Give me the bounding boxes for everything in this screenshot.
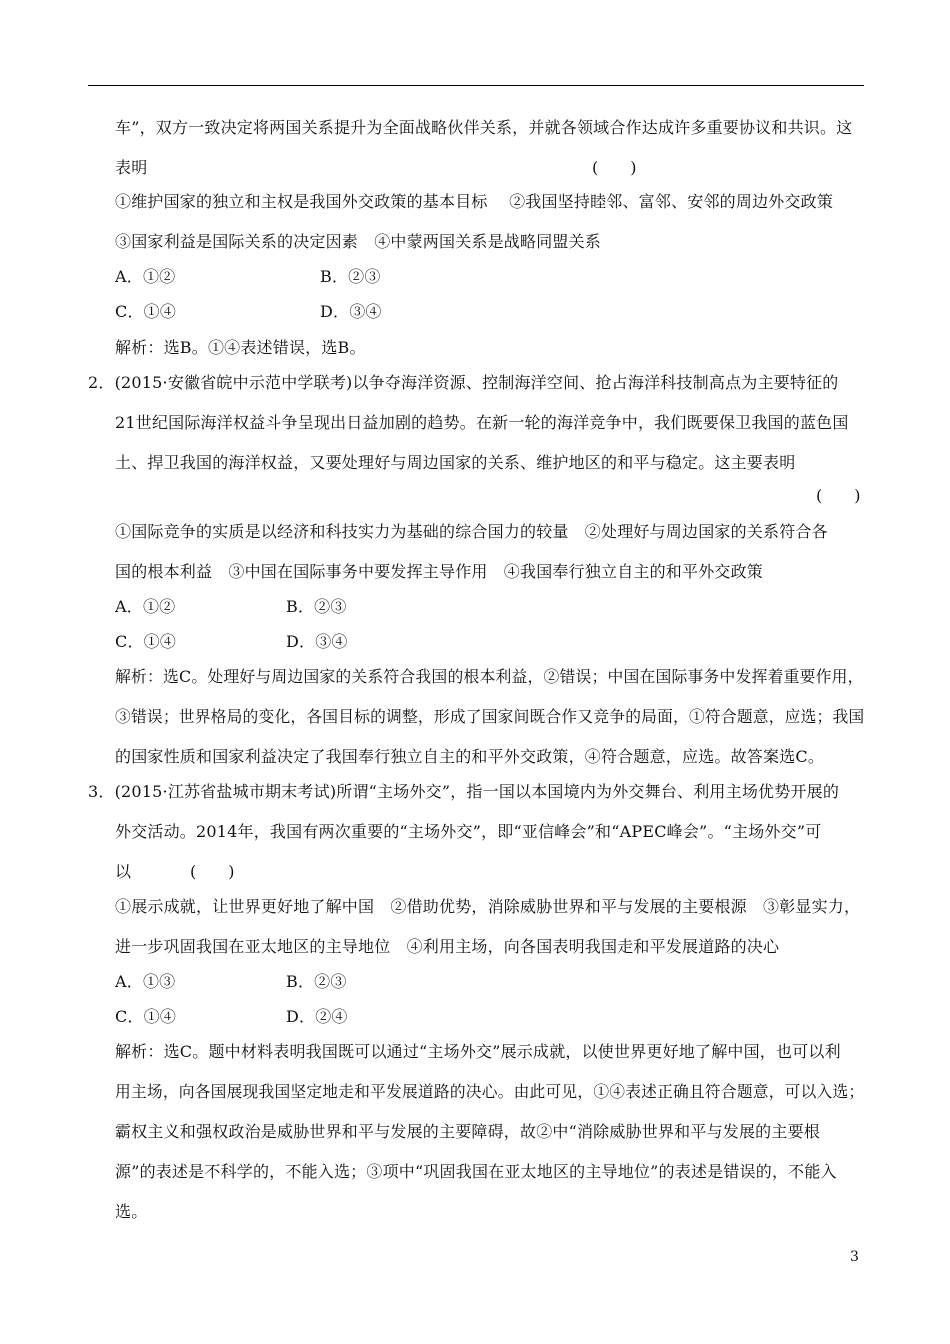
q2-option-c: C．①④ xyxy=(115,632,177,651)
q3-answer-bracket: ( ) xyxy=(190,862,235,881)
q2-option-d: D．③④ xyxy=(286,632,348,651)
q3-analysis-line-2: 用主场，向各国展现我国坚定地走和平发展道路的决心。由此可见，①④表述正确且符合题意，可以入选； xyxy=(115,1082,865,1101)
header-rule xyxy=(88,85,864,86)
q3-stem-line-2: 外交活动。2014年，我国有两次重要的“主场外交”，即“亚信峰会”和“APEC峰会”。“主场外交”可 xyxy=(115,822,822,841)
q2-option-b: B．②③ xyxy=(286,597,347,616)
q2-answer-bracket: ( ) xyxy=(816,486,861,505)
q3-analysis-line-4: 源”的表述是不科学的，不能入选；③项中“巩固我国在亚太地区的主导地位”的表述是错误的，不能入 xyxy=(115,1162,837,1181)
q1-option-a: A．①② xyxy=(115,267,176,286)
q1-option-b: B．②③ xyxy=(320,267,381,286)
q3-stem-line-1: 3．(2015·江苏省盐城市期末考试)所谓“主场外交”，指一国以本国境内为外交舞台、利用主场优势开展的 xyxy=(88,782,840,801)
q3-analysis-line-3: 霸权主义和强权政治是威胁世界和平与发展的主要障碍，故②中“消除威胁世界和平与发展的主要根 xyxy=(115,1122,820,1141)
q3-statement-2: 进一步巩固我国在亚太地区的主导地位 ④利用主场，向各国表明我国走和平发展道路的决心 xyxy=(115,937,780,956)
q1-option-c: C．①④ xyxy=(115,302,177,321)
q1-statement-2: ③国家利益是国际关系的决定因素 ④中蒙两国关系是战略同盟关系 xyxy=(115,232,602,251)
q1-statement-1: ①维护国家的独立和主权是我国外交政策的基本目标 ②我国坚持睦邻、富邻、安邻的周边外交政策 xyxy=(115,192,834,211)
q1-stem-end: 表明 xyxy=(115,158,148,177)
q3-statement-1: ①展示成就，让世界更好地了解中国 ②借助优势，消除威胁世界和平与发展的主要根源 ③彰显实力， xyxy=(115,897,861,916)
page-number: 3 xyxy=(850,1249,859,1265)
q2-option-a: A．①② xyxy=(115,597,176,616)
q3-option-c: C．①④ xyxy=(115,1007,177,1026)
q3-analysis-line-1: 解析：选C。题中材料表明我国既可以通过“主场外交”展示成就，以使世界更好地了解中国，也可以利 xyxy=(115,1042,841,1061)
q2-stem-line-2: 21世纪国际海洋权益斗争呈现出日益加剧的趋势。在新一轮的海洋竞争中，我们既要保卫我国的蓝色国 xyxy=(115,413,849,432)
q2-stem-line-1: 2．(2015·安徽省皖中示范中学联考)以争夺海洋资源、控制海洋空间、抢占海洋科技制高点为主要特征的 xyxy=(88,373,839,392)
q1-option-d: D．③④ xyxy=(320,302,382,321)
q2-statement-2: 国的根本利益 ③中国在国际事务中要发挥主导作用 ④我国奉行独立自主的和平外交政策 xyxy=(115,562,764,581)
q2-analysis-line-2: ③错误；世界格局的变化，各国目标的调整，形成了国家间既合作又竞争的局面，①符合题意，应选；我国 xyxy=(115,707,865,726)
q3-analysis-line-5: 选。 xyxy=(115,1202,148,1221)
q2-stem-line-3: 土、捍卫我国的海洋权益，又要处理好与周边国家的关系、维护地区的和平与稳定。这主要表明 xyxy=(115,453,796,472)
q1-analysis: 解析：选B。①④表述错误，选B。 xyxy=(115,338,366,357)
q3-option-a: A．①③ xyxy=(115,972,176,991)
q3-option-b: B．②③ xyxy=(286,972,347,991)
q1-stem-tail: 车”，双方一致决定将两国关系提升为全面战略伙伴关系，并就各领域合作达成许多重要协议和共识。这 xyxy=(115,118,853,137)
q1-answer-bracket: ( ) xyxy=(592,158,637,177)
q3-option-d: D．②④ xyxy=(286,1007,348,1026)
q3-stem-line-3: 以 xyxy=(115,862,132,881)
q2-statement-1: ①国际竞争的实质是以经济和科技实力为基础的综合国力的较量 ②处理好与周边国家的关系符合各 xyxy=(115,522,828,541)
q2-analysis-line-3: 的国家性质和国家利益决定了我国奉行独立自主的和平外交政策，④符合题意，应选。故答案选C。 xyxy=(115,747,825,766)
q2-analysis-line-1: 解析：选C。处理好与周边国家的关系符合我国的根本利益，②错误；中国在国际事务中发挥着重要作用， xyxy=(115,667,864,686)
